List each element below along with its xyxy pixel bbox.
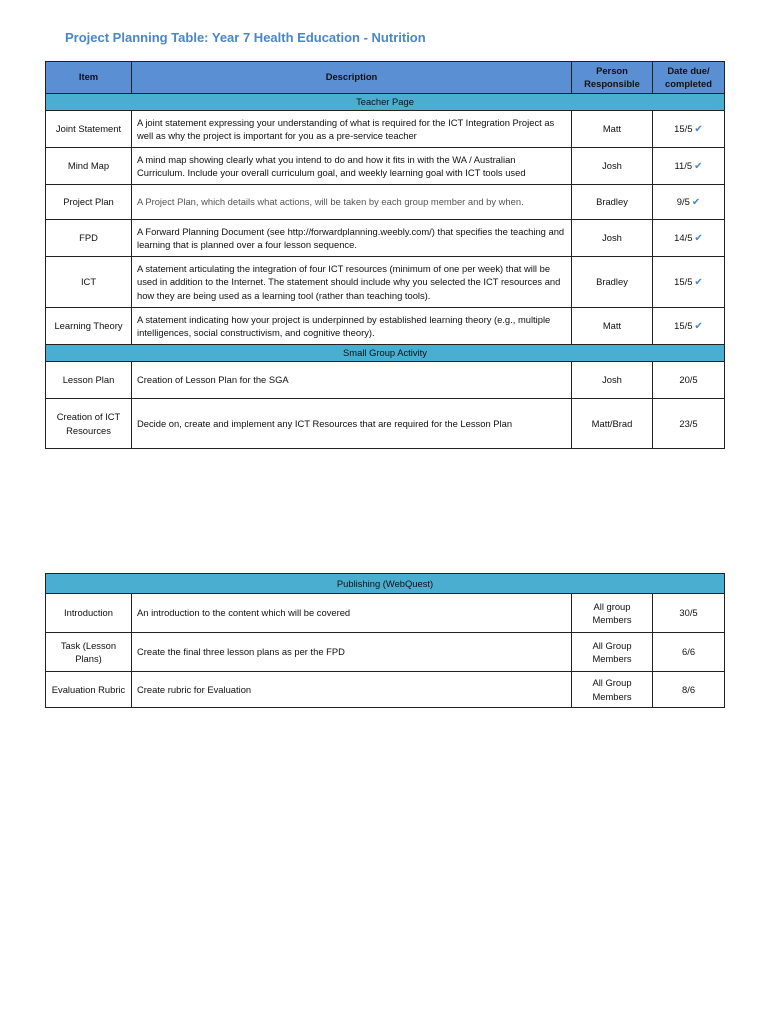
row-date-cell bbox=[653, 308, 725, 345]
table-row bbox=[46, 148, 725, 185]
row-description: A joint statement expressing your understanding of what is required for the ICT Integration Project as well as why the project is important for you as a pre-service teacher bbox=[132, 111, 572, 148]
row-item: Joint Statement bbox=[46, 111, 132, 148]
row-item: Mind Map bbox=[46, 148, 132, 185]
row-date: 6/6 bbox=[653, 633, 725, 672]
table-row bbox=[46, 220, 725, 257]
checkmark-icon: ✔ bbox=[694, 276, 703, 288]
row-description: A statement indicating how your project is underpinned by established learning theory (e.g., multiple intelligences, social constructivism, and cognitive theory). bbox=[132, 308, 572, 345]
row-date-cell bbox=[653, 220, 725, 257]
table-row bbox=[46, 399, 725, 449]
row-date-cell bbox=[653, 257, 725, 308]
row-date: 14/5 bbox=[674, 231, 693, 243]
row-item: Project Plan bbox=[46, 185, 132, 220]
row-item: Evaluation Rubric bbox=[46, 672, 132, 708]
row-date: 20/5 bbox=[653, 362, 725, 399]
row-date: 8/6 bbox=[653, 672, 725, 708]
header-row bbox=[46, 62, 725, 94]
row-person: Josh bbox=[572, 362, 653, 399]
row-description: Decide on, create and implement any ICT Resources that are required for the Lesson Plan bbox=[132, 399, 572, 449]
row-person: Bradley bbox=[572, 257, 653, 308]
header-item: Item bbox=[46, 62, 132, 94]
row-description: An introduction to the content which will be covered bbox=[132, 594, 572, 633]
row-item: Lesson Plan bbox=[46, 362, 132, 399]
row-person: All group Members bbox=[572, 594, 653, 633]
section-publishing bbox=[46, 574, 725, 594]
row-date: 15/5 bbox=[674, 122, 693, 134]
table-row bbox=[46, 672, 725, 708]
row-person: Josh bbox=[572, 148, 653, 185]
row-item: Learning Theory bbox=[46, 308, 132, 345]
checkmark-icon: ✔ bbox=[694, 123, 703, 135]
table-row bbox=[46, 633, 725, 672]
section-label: Small Group Activity bbox=[46, 345, 725, 362]
row-item: Introduction bbox=[46, 594, 132, 633]
table-row bbox=[46, 257, 725, 308]
section-teacher-page bbox=[46, 94, 725, 111]
section-label: Teacher Page bbox=[46, 94, 725, 111]
row-description: Creation of Lesson Plan for the SGA bbox=[132, 362, 572, 399]
row-item: Task (Lesson Plans) bbox=[46, 633, 132, 672]
row-description: A statement articulating the integration of four ICT resources (minimum of one per week) that will be used in addition to the Internet. The statement should include why you selected the ICT resources and how they are being used as a learning tool (rather than teaching tools). bbox=[132, 257, 572, 308]
row-date: 30/5 bbox=[653, 594, 725, 633]
row-date: 23/5 bbox=[653, 399, 725, 449]
header-description: Description bbox=[132, 62, 572, 94]
row-person: Matt/Brad bbox=[572, 399, 653, 449]
row-person: Matt bbox=[572, 111, 653, 148]
row-item: Creation of ICT Resources bbox=[46, 399, 132, 449]
page-title: Project Planning Table: Year 7 Health Education - Nutrition bbox=[65, 30, 426, 45]
publishing-table bbox=[45, 573, 725, 708]
header-person: Person Responsible bbox=[572, 62, 653, 94]
table-row bbox=[46, 185, 725, 220]
row-date-cell bbox=[653, 111, 725, 148]
row-description: A mind map showing clearly what you intend to do and how it fits in with the WA / Australian Curriculum. Include your overall curriculum goal, and weekly learning goal with ICT tools used bbox=[132, 148, 572, 185]
row-date-cell bbox=[653, 148, 725, 185]
row-description: Create the final three lesson plans as per the FPD bbox=[132, 633, 572, 672]
row-description: Create rubric for Evaluation bbox=[132, 672, 572, 708]
table-row bbox=[46, 594, 725, 633]
table-row bbox=[46, 111, 725, 148]
row-description: A Project Plan, which details what actions, will be taken by each group member and by when. bbox=[132, 185, 572, 220]
row-description: A Forward Planning Document (see http://forwardplanning.weebly.com/) that specifies the teaching and learning that is planned over a four lesson sequence. bbox=[132, 220, 572, 257]
checkmark-icon: ✔ bbox=[694, 320, 703, 332]
row-person: All Group Members bbox=[572, 672, 653, 708]
section-label: Publishing (WebQuest) bbox=[46, 574, 725, 594]
header-date: Date due/ completed bbox=[653, 62, 725, 94]
row-date-cell bbox=[653, 185, 725, 220]
row-date: 11/5 bbox=[674, 159, 693, 171]
section-small-group-activity bbox=[46, 345, 725, 362]
row-person: Matt bbox=[572, 308, 653, 345]
row-date: 15/5 bbox=[674, 319, 693, 331]
checkmark-icon: ✔ bbox=[691, 196, 701, 208]
row-person: All Group Members bbox=[572, 633, 653, 672]
row-item: ICT bbox=[46, 257, 132, 308]
checkmark-icon: ✔ bbox=[694, 232, 703, 244]
row-date: 15/5 bbox=[674, 275, 693, 287]
planning-table bbox=[45, 61, 725, 449]
row-person: Josh bbox=[572, 220, 653, 257]
row-person: Bradley bbox=[572, 185, 653, 220]
row-item: FPD bbox=[46, 220, 132, 257]
table-row bbox=[46, 308, 725, 345]
checkmark-icon: ✔ bbox=[694, 160, 703, 172]
table-row bbox=[46, 362, 725, 399]
row-date: 9/5 bbox=[676, 195, 690, 207]
